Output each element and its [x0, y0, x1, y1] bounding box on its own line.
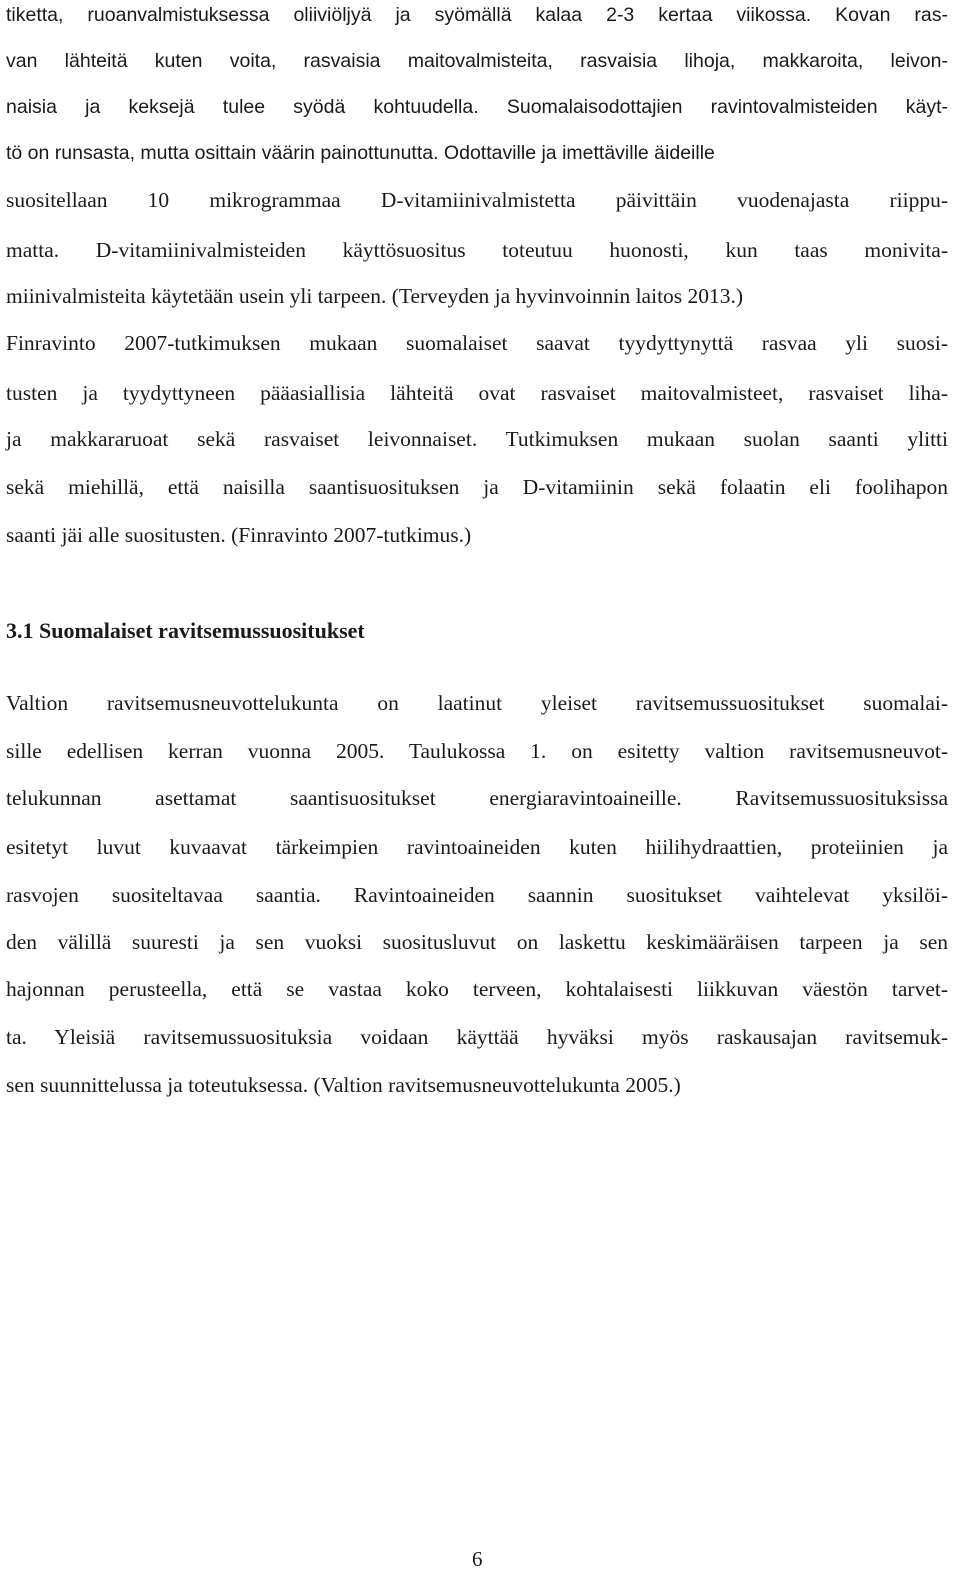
- paragraph-line: ta. Yleisiä ravitsemussuosituksia voidaan käyttää hyväksi myös raskausajan ravitsemuk-: [6, 1025, 948, 1049]
- paragraph-line: rasvojen suositeltavaa saantia. Ravintoaineiden saannin suositukset vaihtelevat yksilöi-: [6, 883, 948, 907]
- paragraph-line: esitetyt luvut kuvaavat tärkeimpien ravintoaineiden kuten hiilihydraattien, proteiinien ja: [6, 835, 948, 859]
- paragraph-line: miinivalmisteita käytetään usein yli tarpeen. (Terveyden ja hyvinvoinnin laitos 2013.): [6, 284, 744, 308]
- page-number: 6: [472, 1547, 483, 1571]
- paragraph-line: tiketta, ruoanvalmistuksessa oliiviöljyä ja syömällä kalaa 2-3 kertaa viikossa. Kovan ras-: [6, 4, 948, 26]
- paragraph-line: tö on runsasta, mutta osittain väärin painottunutta. Odottaville ja imettäville äideille: [6, 142, 715, 164]
- paragraph-line: den välillä suuresti ja sen vuoksi suositusluvut on laskettu keskimääräisen tarpeen ja sen: [6, 930, 948, 954]
- section-heading: 3.1 Suomalaiset ravitsemussuositukset: [6, 618, 365, 643]
- paragraph-line: Valtion ravitsemusneuvottelukunta on laatinut yleiset ravitsemussuositukset suomalai-: [6, 691, 948, 715]
- paragraph-line: hajonnan perusteella, että se vastaa koko terveen, kohtalaisesti liikkuvan väestön tarvet-: [6, 977, 948, 1001]
- paragraph-line: tusten ja tyydyttyneen pääasiallisia lähteitä ovat rasvaiset maitovalmisteet, rasvaiset liha-: [6, 381, 948, 405]
- paragraph-line: matta. D-vitamiinivalmisteiden käyttösuositus toteutuu huonosti, kun taas monivita-: [6, 238, 948, 262]
- document-page: [6, 0, 948, 1585]
- paragraph-line: telukunnan asettamat saantisuositukset energiaravintoaineille. Ravitsemussuosituksissa: [6, 786, 948, 810]
- paragraph-line: suositellaan 10 mikrogrammaa D-vitamiinivalmistetta päivittäin vuodenajasta riippu-: [6, 188, 948, 212]
- paragraph-line: Finravinto 2007-tutkimuksen mukaan suomalaiset saavat tyydyttynyttä rasvaa yli suosi-: [6, 331, 948, 355]
- paragraph-line: sekä miehillä, että naisilla saantisuosituksen ja D-vitamiinin sekä folaatin eli foolihapon: [6, 475, 948, 499]
- paragraph-line: saanti jäi alle suositusten. (Finravinto 2007-tutkimus.): [6, 523, 472, 547]
- paragraph-line: ja makkararuoat sekä rasvaiset leivonnaiset. Tutkimuksen mukaan suolan saanti ylitti: [6, 427, 948, 451]
- paragraph-line: sille edellisen kerran vuonna 2005. Taulukossa 1. on esitetty valtion ravitsemusneuvot-: [6, 739, 948, 763]
- paragraph-line: van lähteitä kuten voita, rasvaisia maitovalmisteita, rasvaisia lihoja, makkaroita, leivon-: [6, 50, 948, 72]
- paragraph-line: sen suunnittelussa ja toteutuksessa. (Valtion ravitsemusneuvottelukunta 2005.): [6, 1073, 681, 1097]
- paragraph-line: naisia ja keksejä tulee syödä kohtuudella. Suomalaisodottajien ravintovalmisteiden käyt-: [6, 96, 948, 118]
